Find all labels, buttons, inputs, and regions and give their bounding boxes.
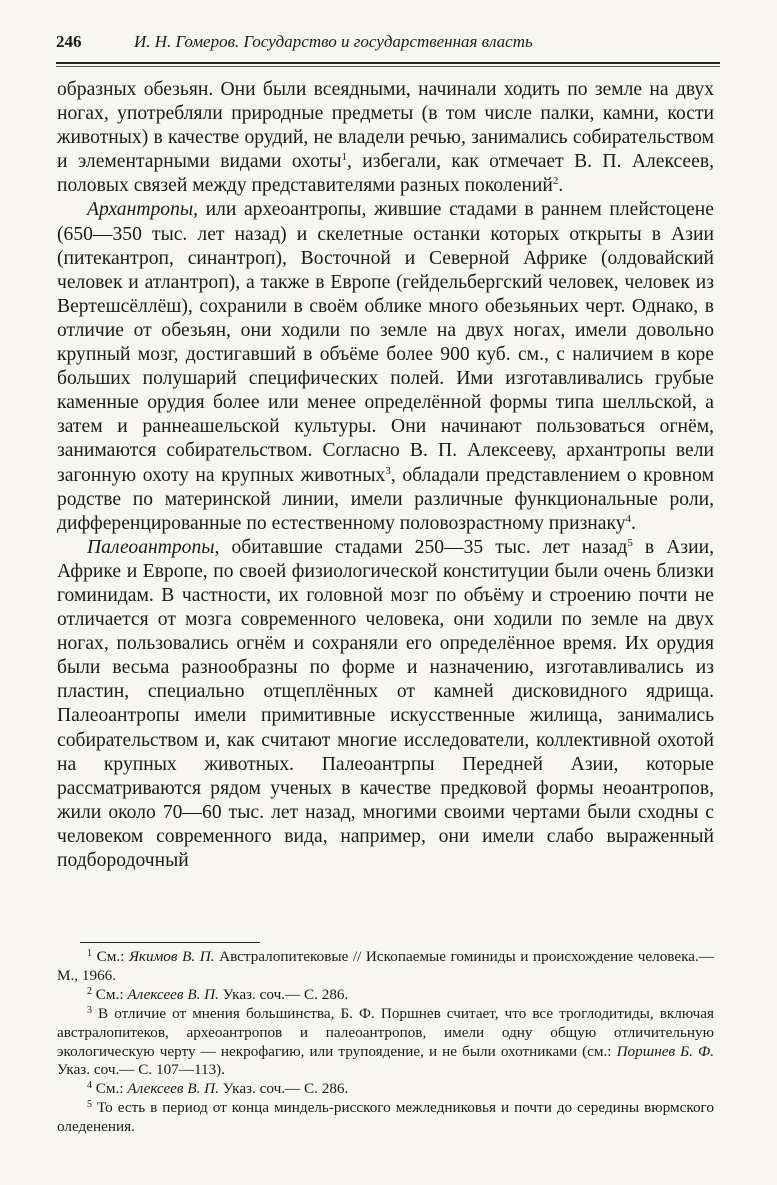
footnote-5 <box>57 1099 714 1137</box>
footnote-text: Указ. соч.— С. 107—113). <box>57 1061 226 1079</box>
running-title: И. Н. Гомеров. Государство и государственная власть <box>134 32 533 51</box>
paragraph-text: . <box>558 175 564 197</box>
footnote-1 <box>57 948 714 986</box>
footnote-3 <box>57 1005 714 1081</box>
footnote-mark: 5 <box>87 1099 92 1111</box>
header-rule <box>56 62 720 64</box>
footnote-2 <box>57 986 714 1005</box>
footnote-ref-5[interactable]: 5 <box>627 536 633 549</box>
footnote-author: Поршнев Б. Ф. <box>616 1042 714 1060</box>
paragraph-text: . <box>631 512 636 534</box>
footnote-text: Указ. соч.— С. 286. <box>218 1080 349 1098</box>
paragraph-text: образных обезьян. Они были всеядными, начинали ходить по земле на двух ногах, употребляли природные предметы (в том числе палки, камни, кости животных) в качестве орудий, не владели речью, занимались собирательством и элементарными видами охоты <box>57 79 714 173</box>
footnotes <box>57 948 714 1137</box>
footnote-4 <box>57 1080 714 1099</box>
footnote-author: Алексеев В. П. <box>127 1080 219 1098</box>
footnote-text: Австралопитековые // Ископаемые гоминиды и происхождение человека.— М., 1966. <box>57 948 714 984</box>
footnote-text: См.: <box>92 1080 128 1098</box>
paragraph-text: , обладали представлением о кровном родстве по материнской линии, имели различные функциональные роли, дифференцированные по естественному половозрастному признаку <box>57 464 714 534</box>
footnote-text: См.: <box>92 948 129 965</box>
term-paleoanthropes: Палеоантропы <box>87 536 215 558</box>
footnote-text: Указ. соч.— С. 286. <box>218 985 349 1003</box>
paragraph-2 <box>57 198 714 535</box>
paragraph-text: , или археоантропы, жившие стадами в раннем плейстоцене (650—350 тыс. лет назад) и скелетные останки которых открыты в Азии (питекантроп, синантроп), Восточной и Северной Африке (олдовайский человек и атлантроп), а также в Европе (гейдельбергский человек, человек из Вертешсёллёш), сохранили в своём облике много обезьяньих черт. Однако, в отличие от обезьян, они ходили по земле на двух ногах, имели довольно крупный мозг, достигавший в объёме более 900 куб. см., с наличием в коре больших полушарий специфических полей. Ими изготавливались грубые каменные орудия более или менее определённой формы типа шелльской, а затем и раннеашельской культуры. Они начинают пользоваться огнём, занимаются собирательством. Согласно В. П. Алексееву, архантропы вели загонную охоту на крупных животных <box>57 199 714 486</box>
footnote-author: Якимов В. П. <box>128 948 215 965</box>
footnote-rule <box>80 942 260 943</box>
paragraph-text: , избегали, как отмечает В. П. Алексеев, половых связей между представителями разных поколений <box>57 151 714 197</box>
paragraph-text: , обитавшие стадами 250—35 тыс. лет назад <box>214 536 628 558</box>
footnote-ref-1[interactable]: 1 <box>341 151 347 164</box>
footnote-text: То есть в период от конца миндель-рисского межледниковья и почти до середины вюрмского оледенения. <box>57 1099 714 1136</box>
paragraph-text: в Азии, Африке и Европе, по своей физиологической конституции были очень близки гоминидам. В частности, их головной мозг по объёму и строению почти не отличается от мозга современного человека, они ходили по земле на двух ногах, пользовались огнём и сохраняли его определённое время. Их орудия были весьма разнообразны по форме и назначению, изготавливались из пластин, специально отщеплённых от камней дисковидного ядрища. Палеоантропы имели примитивные искусственные жилища, занимались собирательством и, как считают многие исследователи, коллективной охотой на крупных животных. Палеоантрпы Передней Азии, которые рассматриваются рядом ученых в качестве предковой формы неоантропов, жили около 70—60 тыс. лет назад, многими своими чертами были сходны с человеком современного вида, например, они имели слабо выраженный подбородочный <box>57 536 714 871</box>
footnote-ref-4[interactable]: 4 <box>625 512 632 525</box>
footnote-text: В отличие от мнения большинства, Б. Ф. Поршнев считает, что все троглодитиды, включая австралопитеков, археоантропов и палеоантропов, имели одну общую отличительную экологическую черту — некрофагию, или трупоядение, и не были охотниками (см.: <box>57 1004 714 1060</box>
page-header <box>56 32 716 58</box>
footnote-mark: 4 <box>87 1080 92 1092</box>
footnote-mark: 1 <box>87 948 92 959</box>
footnote-ref-3[interactable]: 3 <box>385 464 391 477</box>
footnote-mark: 3 <box>87 1004 92 1016</box>
footnote-text: См.: <box>92 985 128 1003</box>
paragraph-1 <box>57 78 714 198</box>
header-rule-thin <box>56 66 720 67</box>
term-archanthropes: Архантропы <box>87 199 194 221</box>
footnote-author: Алексеев В. П. <box>127 985 219 1003</box>
page-number: 246 <box>56 32 82 51</box>
paragraph-3 <box>57 536 714 873</box>
main-text <box>57 78 714 873</box>
footnote-ref-2[interactable]: 2 <box>552 175 559 188</box>
footnote-mark: 2 <box>87 985 92 997</box>
